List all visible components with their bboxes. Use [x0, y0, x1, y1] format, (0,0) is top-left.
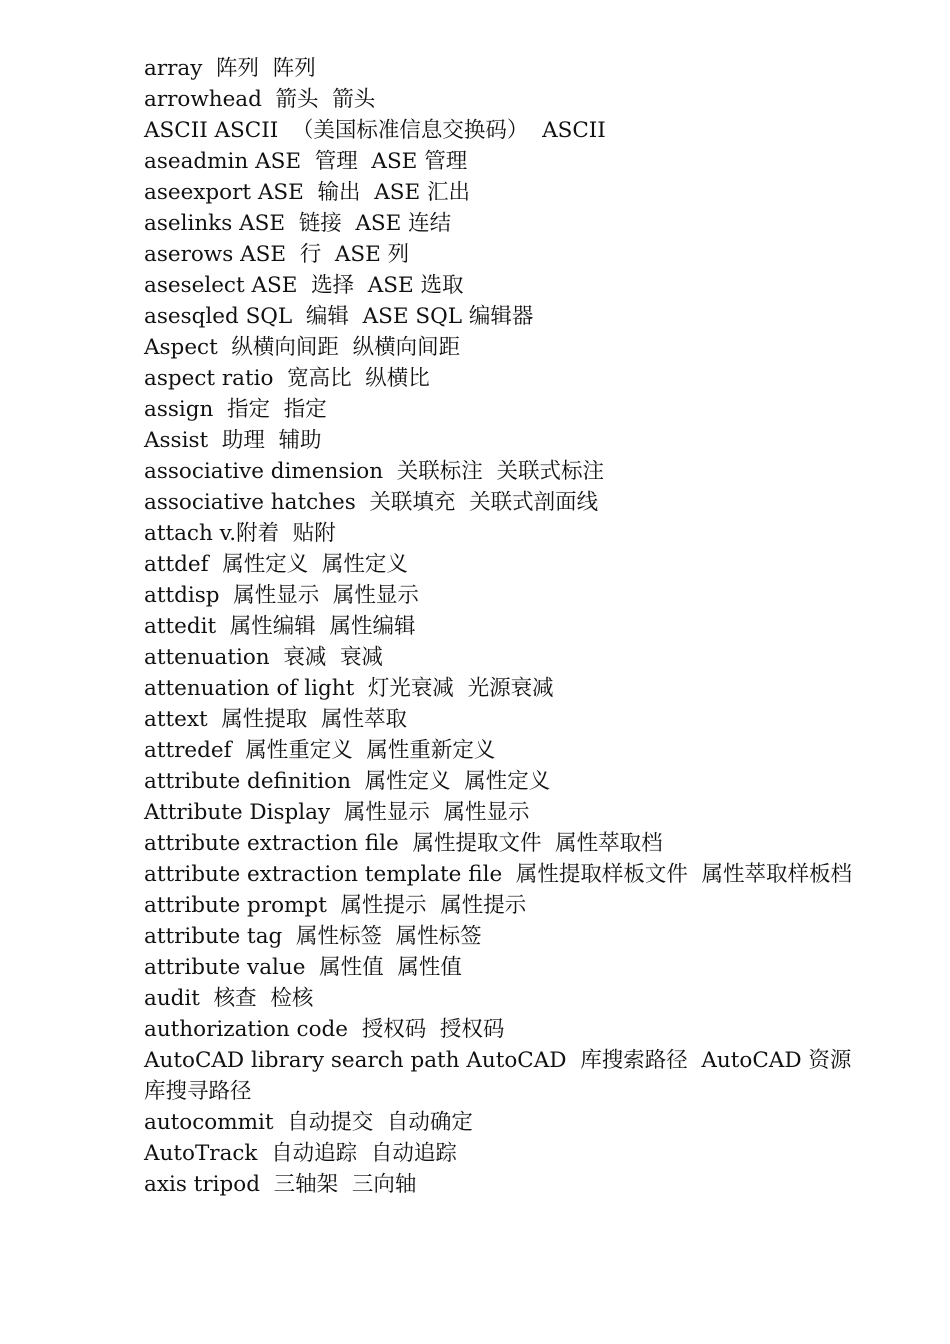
entry-simplified-translation: 宽高比 [287, 366, 352, 391]
glossary-entry [144, 766, 864, 797]
entry-term: aspect ratio [144, 366, 274, 391]
entry-traditional-translation: 属性萃取档 [555, 831, 663, 856]
entry-term: aseadmin ASE [144, 149, 302, 174]
glossary-entry [144, 642, 864, 673]
glossary-entry [144, 859, 864, 890]
entry-traditional-translation: 关联式标注 [496, 459, 604, 484]
entry-term: attribute value [144, 955, 306, 980]
entry-simplified-translation: 编辑 [305, 304, 349, 329]
entry-simplified-translation: 属性标签 [295, 924, 382, 949]
entry-simplified-translation: 授权码 [361, 1017, 427, 1042]
glossary-entry [144, 1138, 864, 1169]
entry-traditional-translation: 光源衰减 [467, 676, 554, 701]
entry-traditional-translation: 关联式剖面线 [469, 490, 599, 515]
entry-simplified-translation: 属性显示 [233, 583, 320, 608]
glossary-entry [144, 1045, 864, 1107]
entry-simplified-translation: 输出 [317, 180, 361, 205]
entry-traditional-translation: 指定 [283, 397, 327, 422]
entry-simplified-translation: 属性提取 [221, 707, 308, 732]
glossary-entry [144, 828, 864, 859]
entry-simplified-translation: 属性值 [319, 955, 384, 980]
entry-traditional-translation: 纵横比 [365, 366, 430, 391]
entry-traditional-translation: 属性显示 [443, 800, 530, 825]
glossary-entry [144, 301, 864, 332]
entry-traditional-translation: ASE SQL 编辑器 [362, 304, 534, 329]
entry-term: attribute extraction file [144, 831, 399, 856]
entry-term: attribute prompt [144, 893, 327, 918]
entry-simplified-translation: 选择 [311, 273, 355, 298]
entry-term: autocommit [144, 1110, 274, 1135]
glossary-entry [144, 673, 864, 704]
glossary-entry [144, 84, 864, 115]
entry-simplified-translation: 自动提交 [287, 1110, 374, 1135]
entry-term: attedit [144, 614, 217, 639]
entry-traditional-translation: 三向轴 [351, 1172, 417, 1197]
entry-term: attdef [144, 552, 209, 577]
entry-term: attribute definition [144, 769, 351, 794]
entry-term: aselinks ASE [144, 211, 286, 236]
entry-traditional-translation: 属性标签 [395, 924, 482, 949]
glossary-entry [144, 890, 864, 921]
entry-simplified-translation: 库搜索路径 [580, 1048, 688, 1073]
entry-term: Aspect [144, 335, 218, 360]
glossary-entry [144, 425, 864, 456]
entry-term: attext [144, 707, 208, 732]
entry-simplified-translation: 核查 [213, 986, 257, 1011]
glossary-entry [144, 797, 864, 828]
entry-term: attredef [144, 738, 232, 763]
glossary-entry [144, 456, 864, 487]
entry-simplified-translation: 自动追踪 [271, 1141, 358, 1166]
entry-term: Attribute Display [144, 800, 331, 825]
entry-simplified-translation: 指定 [227, 397, 271, 422]
entry-simplified-translation: 属性提取文件 [412, 831, 542, 856]
entry-traditional-translation: 检核 [270, 986, 314, 1011]
entry-traditional-translation: 属性重新定义 [366, 738, 496, 763]
entry-traditional-translation: 箭头 [332, 87, 376, 112]
entry-term: attribute tag [144, 924, 283, 949]
entry-term: attenuation [144, 645, 270, 670]
entry-traditional-translation: 纵横向间距 [352, 335, 461, 360]
glossary-list [144, 53, 864, 1200]
entry-traditional-translation: ASE 连结 [355, 211, 452, 236]
entry-simplified-translation: 箭头 [275, 87, 319, 112]
glossary-entry [144, 983, 864, 1014]
entry-term: attribute extraction template file [144, 862, 503, 887]
entry-traditional-translation: 阵列 [272, 56, 316, 81]
glossary-entry [144, 518, 864, 549]
glossary-entry [144, 611, 864, 642]
entry-term: associative dimension [144, 459, 384, 484]
entry-simplified-translation: 衰减 [283, 645, 327, 670]
entry-term: aseexport ASE [144, 180, 304, 205]
entry-traditional-translation: 授权码 [439, 1017, 505, 1042]
glossary-entry [144, 580, 864, 611]
entry-term: array [144, 56, 203, 81]
glossary-entry [144, 735, 864, 766]
entry-traditional-translation: 属性萃取样板档 [701, 862, 853, 887]
entry-traditional-translation: 自动追踪 [370, 1141, 457, 1166]
entry-traditional-translation: 属性编辑 [329, 614, 416, 639]
entry-traditional-translation: ASE 列 [334, 242, 410, 267]
entry-traditional-translation: ASE 管理 [371, 149, 468, 174]
glossary-entry [144, 394, 864, 425]
entry-term: attach v.附着 [144, 521, 280, 546]
entry-traditional-translation: 自动确定 [386, 1110, 473, 1135]
entry-simplified-translation: 属性提示 [340, 893, 427, 918]
entry-term: authorization code [144, 1017, 349, 1042]
glossary-entry [144, 177, 864, 208]
glossary-entry [144, 363, 864, 394]
entry-traditional-translation: 属性显示 [332, 583, 419, 608]
glossary-entry [144, 487, 864, 518]
entry-traditional-translation: 衰减 [340, 645, 384, 670]
entry-simplified-translation: 纵横向间距 [231, 335, 339, 360]
entry-simplified-translation: 管理 [314, 149, 358, 174]
glossary-entry [144, 921, 864, 952]
glossary-entry [144, 1169, 864, 1200]
entry-traditional-translation: 属性提示 [440, 893, 527, 918]
glossary-entry [144, 146, 864, 177]
entry-term: arrowhead [144, 87, 262, 112]
glossary-entry [144, 115, 864, 146]
entry-term: ASCII ASCII [144, 118, 279, 143]
entry-term: asesqled SQL [144, 304, 293, 329]
entry-traditional-translation: 辅助 [278, 428, 322, 453]
entry-term: attdisp [144, 583, 220, 608]
glossary-entry [144, 952, 864, 983]
glossary-entry [144, 53, 864, 84]
entry-simplified-translation: 关联填充 [369, 490, 456, 515]
entry-traditional-translation: ASCII [542, 118, 606, 143]
entry-term: AutoTrack [144, 1141, 258, 1166]
entry-simplified-translation: 助理 [221, 428, 265, 453]
glossary-entry [144, 208, 864, 239]
entry-simplified-translation: 行 [299, 242, 322, 267]
glossary-entry [144, 239, 864, 270]
entry-simplified-translation: （美国标准信息交换码） [291, 118, 529, 143]
entry-traditional-translation: 属性定义 [321, 552, 408, 577]
entry-term: AutoCAD library search path AutoCAD [144, 1048, 567, 1073]
glossary-entry [144, 549, 864, 580]
glossary-entry [144, 1107, 864, 1138]
entry-simplified-translation: 关联标注 [396, 459, 483, 484]
entry-traditional-translation: ASE 选取 [367, 273, 464, 298]
entry-simplified-translation: 链接 [298, 211, 342, 236]
entry-simplified-translation: 属性显示 [343, 800, 430, 825]
entry-simplified-translation: 阵列 [216, 56, 260, 81]
entry-traditional-translation: AutoCAD 资源库搜寻路径 [144, 1048, 852, 1104]
entry-traditional-translation: ASE 汇出 [374, 180, 470, 205]
entry-simplified-translation: 三轴架 [273, 1172, 339, 1197]
entry-term: axis tripod [144, 1172, 260, 1197]
entry-term: attenuation of light [144, 676, 355, 701]
entry-traditional-translation: 属性萃取 [320, 707, 407, 732]
entry-simplified-translation: 灯光衰减 [367, 676, 454, 701]
entry-simplified-translation: 属性编辑 [229, 614, 316, 639]
entry-traditional-translation: 属性值 [397, 955, 462, 980]
entry-term: aseselect ASE [144, 273, 298, 298]
entry-simplified-translation: 属性定义 [364, 769, 451, 794]
entry-simplified-translation: 贴附 [292, 521, 336, 546]
entry-term: audit [144, 986, 200, 1011]
entry-traditional-translation: 属性定义 [464, 769, 551, 794]
glossary-entry [144, 270, 864, 301]
glossary-entry [144, 704, 864, 735]
entry-simplified-translation: 属性重定义 [245, 738, 353, 763]
entry-term: aserows ASE [144, 242, 287, 267]
entry-simplified-translation: 属性提取样板文件 [515, 862, 688, 887]
entry-term: associative hatches [144, 490, 356, 515]
entry-term: assign [144, 397, 214, 422]
entry-simplified-translation: 属性定义 [222, 552, 309, 577]
entry-term: Assist [144, 428, 209, 453]
glossary-entry [144, 332, 864, 363]
glossary-entry [144, 1014, 864, 1045]
